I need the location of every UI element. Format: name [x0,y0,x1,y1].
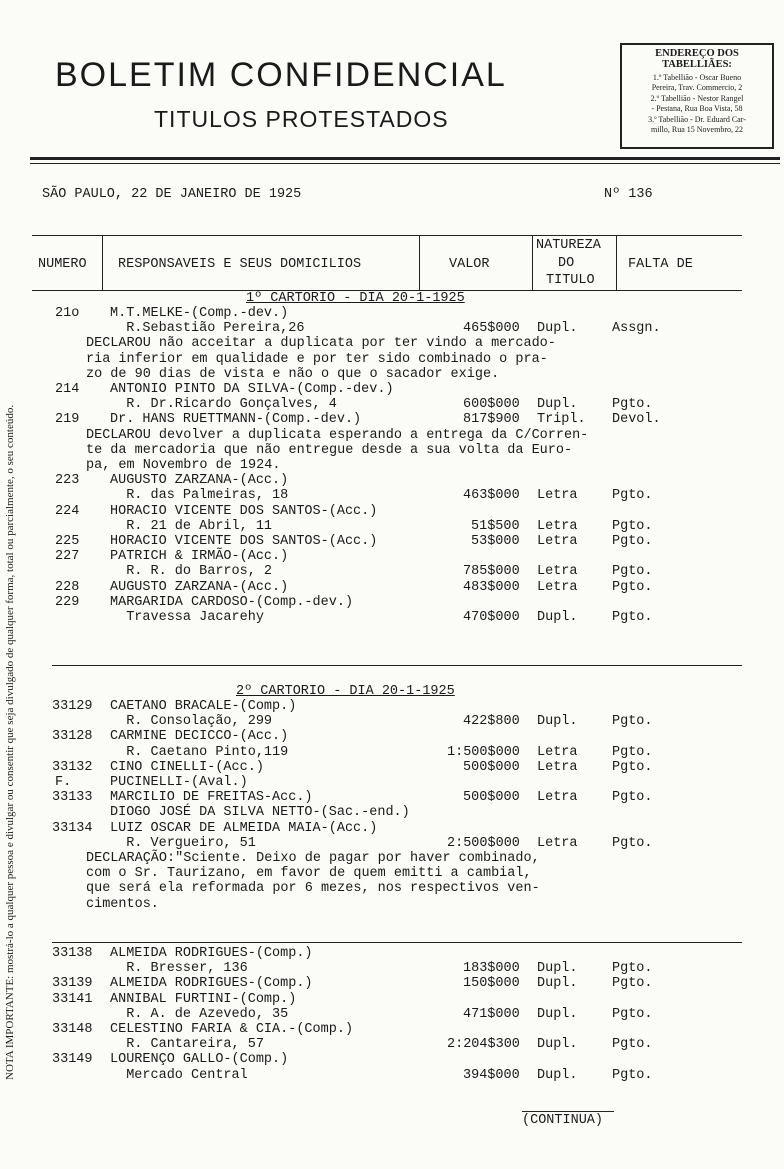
entry-natureza: Letra [537,790,578,805]
entry-falta: Pgto. [612,1037,653,1052]
header-rule [30,157,780,160]
entry-text: R. Dr.Ricardo Gonçalves, 4 [110,397,337,412]
entry-falta: Pgto. [612,976,653,991]
footer-rule [522,1111,614,1112]
entry-natureza: Dupl. [537,1037,578,1052]
entry-text: ANNIBAL FURTINI-(Comp.) [110,992,297,1007]
entry-valor: 470$000 [463,610,520,625]
entry-natureza: Dupl. [537,397,578,412]
entry-natureza: Dupl. [537,610,578,625]
declaration-text: DECLAROU não acceitar a duplicata por ter vindo a mercado- [86,336,556,351]
entry-falta: Pgto. [612,534,653,549]
entry-number: 33128 [52,729,93,744]
entry-natureza: Letra [537,580,578,595]
entry-number: 21o [55,306,80,321]
entry-text: R. Vergueiro, 51 [110,836,256,851]
entry-text: CINO CINELLI-(Acc.) [110,760,264,775]
entry-falta: Pgto. [612,488,653,503]
declaration-text: zo de 90 dias de vista e não o que o sacador exige. [86,367,500,382]
declaration-text: cimentos. [86,897,159,912]
entry-text: AUGUSTO ZARZANA-(Acc.) [110,473,289,488]
entry-text: Travessa Jacarehy [110,610,264,625]
entry-valor: 785$000 [463,564,520,579]
bulletin-number: Nº 136 [604,187,653,202]
entry-text: R. R. do Barros, 2 [110,564,273,579]
column-divider [419,236,420,290]
declaration-text: com o Sr. Taurizano, em favor de quem emitti a cambial, [86,866,532,881]
date-line: SÃO PAULO, 22 DE JANEIRO DE 1925 [42,187,302,202]
entry-valor: 817$900 [463,412,520,427]
entry-text: CAETANO BRACALE-(Comp.) [110,699,297,714]
entry-falta: Pgto. [612,519,653,534]
declaration-text: pa, em Novembro de 1924. [86,458,281,473]
entry-falta: Pgto. [612,745,653,760]
entry-number: 33129 [52,699,93,714]
section-title-2: 2º CARTORIO - DIA 20-1-1925 [236,684,455,699]
address-line: 1.º Tabellião - Oscar Bueno [652,73,742,82]
entry-valor: 2:204$300 [447,1037,520,1052]
col-valor: VALOR [449,257,490,272]
entry-number: 33132 [52,760,93,775]
entry-text: R. Bresser, 136 [110,961,248,976]
entry-natureza: Letra [537,488,578,503]
entry-text: ANTONIO PINTO DA SILVA-(Comp.-dev.) [110,382,394,397]
page-subtitle: TITULOS PROTESTADOS [154,106,449,132]
entry-number: 33138 [52,946,93,961]
entry-falta: Pgto. [612,790,653,805]
entry-text: Dr. HANS RUETTMANN-(Comp.-dev.) [110,412,362,427]
entry-valor: 1:500$000 [447,745,520,760]
entry-valor: 483$000 [463,580,520,595]
entry-number: 214 [55,382,80,397]
entry-natureza: Dupl. [537,1068,578,1083]
declaration-text: DECLAROU devolver a duplicata esperando a entrega da C/Corren- [86,428,589,443]
entry-valor: 500$000 [463,760,520,775]
address-line: 2.º Tabellião - Nestor Rangel [650,93,744,103]
address-line: 3.º Tabellião - Dr. Eduard Car- [648,114,746,124]
entry-natureza: Tripl. [537,412,586,427]
entry-valor: 471$000 [463,1007,520,1022]
entry-valor: 150$000 [463,976,520,991]
col-responsaveis: RESPONSAVEIS E SEUS DOMICILIOS [118,257,362,272]
entry-text: R. das Palmeiras, 18 [110,488,289,503]
entry-text: DIOGO JOSÉ DA SILVA NETTO-(Sac.-end.) [110,805,410,820]
entry-number: 33134 [52,821,93,836]
entry-text: R. Consolação, 299 [110,714,273,729]
declaration-text: ria inferior em qualidade e por ter sido combinado o pra- [86,352,548,367]
entry-falta: Pgto. [612,961,653,976]
address-line: Pereira, Trav. Commercio, 2 [651,83,743,93]
entry-number: 223 [55,473,80,488]
entry-number: 228 [55,580,80,595]
entry-falta: Pgto. [612,760,653,775]
entry-natureza: Letra [537,836,578,851]
address-box [620,43,774,149]
entry-natureza: Letra [537,745,578,760]
entry-falta: Pgto. [612,580,653,595]
entry-text: PUCINELLI-(Aval.) [110,775,248,790]
entry-text: HORACIO VICENTE DOS SANTOS-(Acc.) [110,534,378,549]
address-line: millo, Rua 15 Novembro, 22 [651,125,743,135]
entry-valor: 53$000 [471,534,520,549]
entry-valor: 51$500 [471,519,520,534]
col-natureza-3: TITULO [546,273,595,288]
entry-natureza: Letra [537,564,578,579]
entry-text: R. Cantareira, 57 [110,1037,264,1052]
entry-valor: 422$800 [463,714,520,729]
header-rule-thin [30,163,780,164]
entry-falta: Pgto. [612,564,653,579]
entry-natureza: Dupl. [537,714,578,729]
entry-text: LOURENÇO GALLO-(Comp.) [110,1052,289,1067]
entry-text: R. A. de Azevedo, 35 [110,1007,289,1022]
entry-number: 227 [55,549,80,564]
entry-text: ALMEIDA RODRIGUES-(Comp.) [110,976,313,991]
entry-valor: 463$000 [463,488,520,503]
entry-number: 229 [55,595,80,610]
entry-falta: Pgto. [612,610,653,625]
entry-natureza: Letra [537,534,578,549]
entry-number: 33141 [52,992,93,1007]
column-divider [616,236,617,290]
declaration-text: DECLARAÇÃO:"Sciente. Deixo de pagar por haver combinado, [86,851,540,866]
entry-falta: Pgto. [612,836,653,851]
col-numero: NUMERO [38,257,87,272]
entry-falta: Pgto. [612,1007,653,1022]
entry-text: CARMINE DECICCO-(Acc.) [110,729,289,744]
entry-text: ALMEIDA RODRIGUES-(Comp.) [110,946,313,961]
entry-number: 33148 [52,1022,93,1037]
entry-natureza: Letra [537,760,578,775]
declaration-text: que será ela reformada por 6 mezes, nos respectivos ven- [86,881,540,896]
sidebar-notice-text: NOTA IMPORTANTE: mostrá-lo a qualquer pessoa e divulgar ou consentir que seja divulgado de qualquer forma, total ou parcialmente, o seu conteúdo. [4,404,16,1080]
entry-text: R. Caetano Pinto,119 [110,745,289,760]
entry-number: 219 [55,412,80,427]
section-divider [52,942,742,943]
entry-text: CELESTINO FARIA & CIA.-(Comp.) [110,1022,354,1037]
col-falta: FALTA DE [628,257,693,272]
entry-text: R.Sebastião Pereira,26 [110,321,305,336]
entry-number: F. [55,775,72,790]
declaration-text: te da mercadoria que não entregue desde a sua volta da Euro- [86,443,573,458]
entry-falta: Pgto. [612,714,653,729]
page-title: BOLETIM CONFIDENCIAL [55,56,507,94]
entry-text: M.T.MELKE-(Comp.-dev.) [110,306,289,321]
entry-natureza: Dupl. [537,321,578,336]
entry-text: PATRICH & IRMÃO-(Acc.) [110,549,289,564]
column-divider [532,236,533,290]
entry-valor: 500$000 [463,790,520,805]
entry-natureza: Dupl. [537,1007,578,1022]
address-line: - Pestana, Rua Boa Vista, 58 [651,104,743,114]
entry-natureza: Dupl. [537,961,578,976]
entry-natureza: Letra [537,519,578,534]
section-divider [52,665,742,666]
entry-text: Mercado Central [110,1068,248,1083]
entry-text: MARCILIO DE FREITAS-Acc.) [110,790,313,805]
entry-natureza: Dupl. [537,976,578,991]
entry-number: 33133 [52,790,93,805]
col-natureza-1: NATUREZA [536,238,601,253]
entry-valor: 394$000 [463,1068,520,1083]
entry-number: 33149 [52,1052,93,1067]
entry-number: 224 [55,504,80,519]
continua-label: (CONTINUA) [522,1113,604,1128]
entry-falta: Pgto. [612,397,653,412]
entry-falta: Assgn. [612,321,661,336]
entry-number: 33139 [52,976,93,991]
entry-falta: Pgto. [612,1068,653,1083]
entry-falta: Devol. [612,412,661,427]
col-natureza-2: DO [558,256,575,271]
entry-text: HORACIO VICENTE DOS SANTOS-(Acc.) [110,504,378,519]
address-heading: ENDEREÇO DOS TABELLIÃES: [655,48,739,70]
entry-valor: 2:500$000 [447,836,520,851]
entry-valor: 600$000 [463,397,520,412]
section-title-1: 1º CARTORIO - DIA 20-1-1925 [246,291,465,306]
entry-text: AUGUSTO ZARZANA-(Acc.) [110,580,289,595]
entry-text: LUIZ OSCAR DE ALMEIDA MAIA-(Acc.) [110,821,378,836]
column-divider [102,236,103,290]
entry-valor: 183$000 [463,961,520,976]
entry-text: R. 21 de Abril, 11 [110,519,273,534]
entry-valor: 465$000 [463,321,520,336]
column-header [32,235,742,291]
entry-text: MARGARIDA CARDOSO-(Comp.-dev.) [110,595,354,610]
entry-number: 225 [55,534,80,549]
